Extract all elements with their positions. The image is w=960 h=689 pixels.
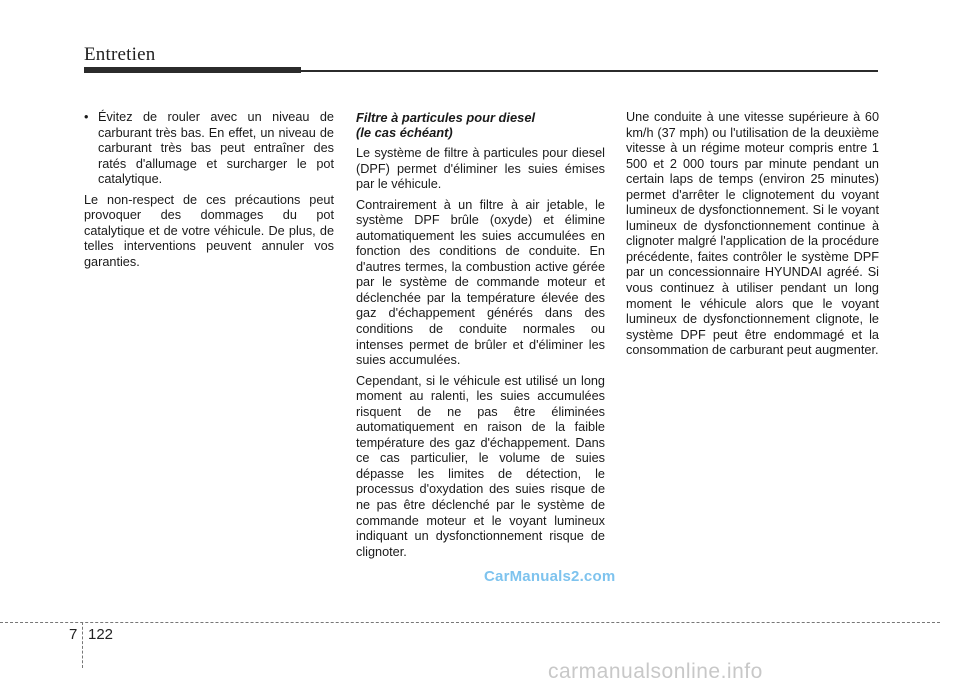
dpf-paragraph-4: Une conduite à une vitesse supérieure à 60 km/h (37 mph) ou l'utilisation de la deuxième vitesse à un régime moteur compris entre 1 500 et 2 000 tours par minute pendant un certain laps de temps (environ 25 minutes) permet d'arrêter le clignotement du voyant lumineux de dysfonctionnement. Si le voyant lumineux de dysfonctionnement continue à clignoter malgré l'application de la procédure précédente, faites contrôler le système DPF par un concessionnaire HYUNDAI agréé. Si vous continuez à utiliser pendant un long moment le véhicule alors que le voyant lumineux de dysfonctionnement clignote, le système DPF peut être endommagé et la consommation de carburant peut augmenter. (626, 110, 879, 358)
footer-vertical-divider (82, 622, 83, 668)
bullet-item (84, 110, 334, 188)
warranty-paragraph: Le non-respect de ces précautions peut provoquer des dommages du pot catalytique et de votre véhicule. De plus, de telles interventions peuvent annuler vos garanties. (84, 192, 334, 269)
header-rule-thin (301, 70, 878, 72)
dpf-paragraph-1: Le système de filtre à particules pour diesel (DPF) permet d'éliminer les suies émises par le véhicule. (356, 146, 605, 192)
dpf-paragraph-2: Contrairement à un filtre à air jetable, le système DPF brûle (oxyde) et élimine automatiquement les suies accumulées en fonction des conditions de conduite. En d'autres termes, la combustion active gérée par le système de commande moteur et déclenchée par la température élevée des gaz d'échappement générés dans des conditions de conduite normales ou intenses permet de brûler et d'éliminer les suies accumulées. (356, 197, 605, 368)
dpf-heading-line1: Filtre à particules pour diesel (356, 110, 536, 125)
bullet-icon: • (84, 110, 89, 124)
chapter-number: 7 (69, 626, 78, 643)
dpf-heading (356, 110, 605, 140)
footer-dashed-rule (0, 622, 940, 623)
right-column (626, 110, 879, 364)
carmanuals-watermark: CarManuals2.com (484, 568, 616, 585)
dpf-heading-line2: (le cas échéant) (356, 125, 453, 140)
header-rule-thick (84, 67, 301, 73)
dpf-paragraph-3: Cependant, si le véhicule est utilisé un long moment au ralenti, les suies accumulées risquent de ne pas être éliminées automatiquement en raison de la faible température des gaz d'échappement. Dans ce cas particulier, le volume de suies dépasse les limites de détection, le processus d'oxydation des suies risque de ne pas être déclenché par le système de commande moteur et le voyant lumineux indiquant un dysfonctionnement risque de clignoter. (356, 373, 605, 559)
bullet-text: Évitez de rouler avec un niveau de carburant très bas. En effet, un niveau de carburant très bas peut entraîner des ratés d'allumage et surcharger le pot catalytique. (98, 110, 334, 187)
left-column (84, 110, 334, 275)
page-number: 122 (88, 626, 114, 643)
site-watermark: carmanualsonline.info (548, 660, 763, 683)
section-title: Entretien (84, 44, 156, 65)
middle-column (356, 110, 605, 565)
